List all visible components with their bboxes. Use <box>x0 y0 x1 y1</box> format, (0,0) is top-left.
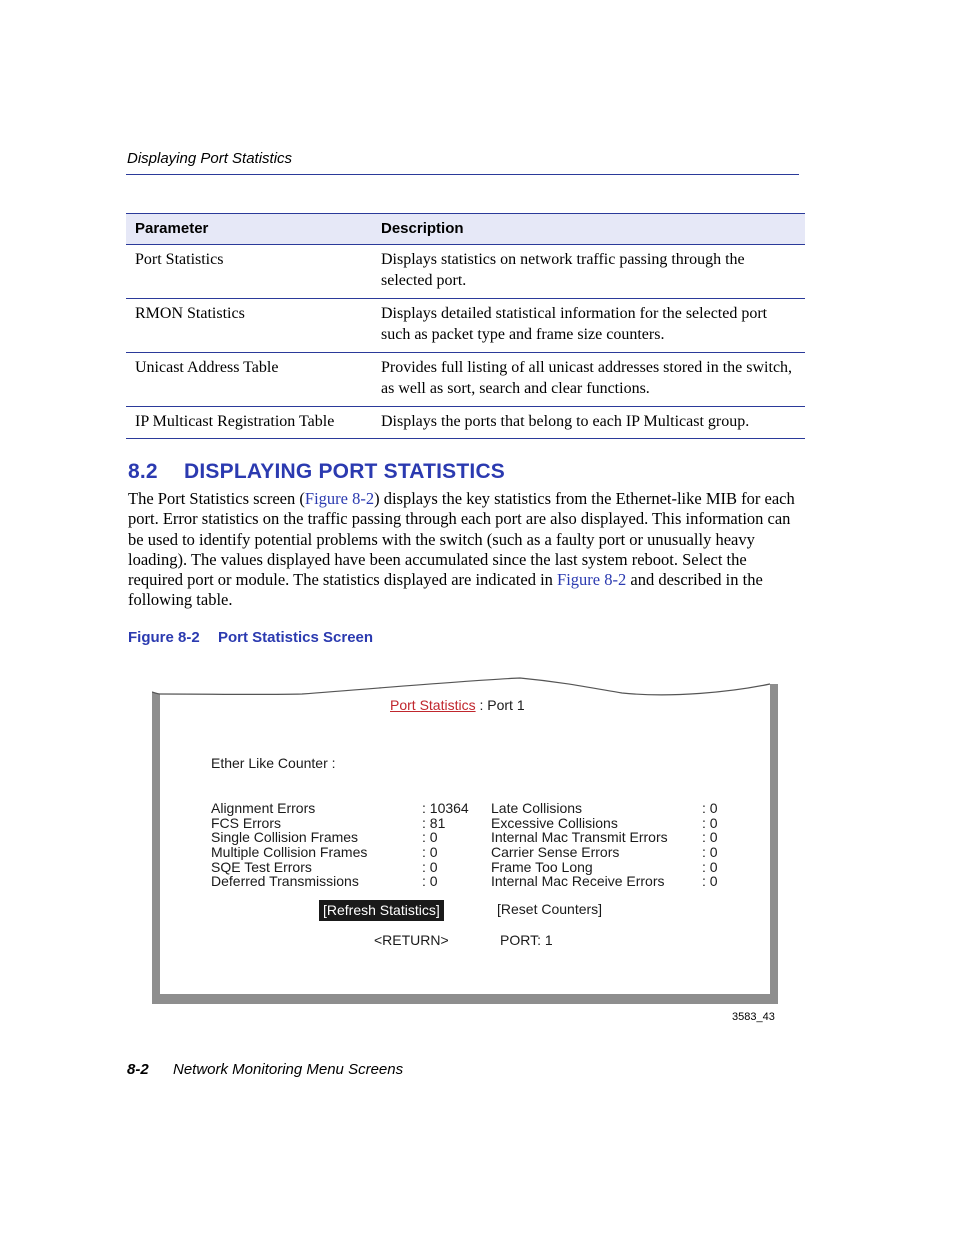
paragraph-text: ) displays the key statistics from the Ethernet-like MIB for each port. Error statistics on the traffic passing through each port are also displayed. This information can be used to identify potential problems with the switch (such as a faulty port or unusually heavy loading). The values displayed have been accumulated since the last system reboot. Select the required port or module. The statistics displayed are indicated in <box>128 489 795 590</box>
table-header-row <box>126 214 805 245</box>
description-cell: Displays the ports that belong to each IP Multicast group. <box>372 407 805 439</box>
left-labels-column <box>211 801 367 889</box>
section-title: DISPLAYING PORT STATISTICS <box>184 460 506 483</box>
port-statistics-screen <box>152 676 778 1006</box>
parameter-cell: Unicast Address Table <box>126 353 372 407</box>
stat-label: Late Collisions <box>491 800 583 816</box>
stat-value: : 0 <box>702 814 718 831</box>
column-header-description: Description <box>372 214 805 245</box>
stat-value: : 81 <box>422 814 446 831</box>
stat-label: FCS Errors <box>211 814 281 831</box>
page-footer <box>127 1061 403 1078</box>
description-cell: Provides full listing of all unicast addresses stored in the switch, as well as sort, search and clear functions. <box>372 353 805 407</box>
parameter-cell: RMON Statistics <box>126 299 372 353</box>
refresh-statistics-button[interactable]: [Refresh Statistics] <box>319 900 444 921</box>
right-labels-column <box>491 801 668 889</box>
stat-label: Deferred Transmissions <box>211 873 359 890</box>
figure-art-id: 3583_43 <box>732 1011 775 1023</box>
screen-title <box>390 698 525 713</box>
footer-title: Network Monitoring Menu Screens <box>173 1061 404 1078</box>
stat-label: Multiple Collision Frames <box>211 844 368 861</box>
page-number: 8-2 <box>127 1061 149 1078</box>
stat-label: Internal Mac Receive Errors <box>491 873 665 890</box>
stat-value: : 0 <box>422 858 438 875</box>
port-statistics-title: Port Statistics <box>390 697 476 713</box>
stat-value: : 0 <box>702 858 718 875</box>
ether-like-counter-label: Ether Like Counter : <box>211 755 336 771</box>
running-header: Displaying Port Statistics <box>127 150 293 167</box>
stat-value: : 0 <box>422 844 438 861</box>
table-row <box>126 353 805 407</box>
stat-label: Excessive Collisions <box>491 814 618 831</box>
stat-label: Internal Mac Transmit Errors <box>491 829 668 846</box>
reset-counters-button[interactable]: [Reset Counters] <box>497 901 603 917</box>
stat-value: : 0 <box>702 800 718 816</box>
parameter-cell: IP Multicast Registration Table <box>126 407 372 439</box>
stat-value: : 0 <box>422 873 438 890</box>
right-values-column <box>702 801 718 889</box>
paragraph-text: and described in the following table. <box>128 570 763 610</box>
stat-value: : 0 <box>422 829 438 846</box>
port-label: : Port 1 <box>479 697 525 713</box>
return-button[interactable]: <RETURN> <box>374 932 449 948</box>
description-cell: Displays detailed statistical information for the selected port such as packet type and frame size counters. <box>372 299 805 353</box>
stat-label: SQE Test Errors <box>211 858 312 875</box>
figure-title: Port Statistics Screen <box>218 629 374 646</box>
parameter-cell: Port Statistics <box>126 245 372 299</box>
column-header-parameter: Parameter <box>126 214 372 245</box>
table-row <box>126 407 805 439</box>
stat-label: Carrier Sense Errors <box>491 844 620 861</box>
stat-label: Single Collision Frames <box>211 829 359 846</box>
stat-value: : 0 <box>702 873 718 890</box>
figure-link[interactable]: Figure 8-2 <box>304 489 375 508</box>
stat-label: Frame Too Long <box>491 858 593 875</box>
paragraph-text: The Port Statistics screen ( <box>128 489 305 508</box>
port-field[interactable]: PORT: 1 <box>500 932 553 948</box>
parameter-table <box>126 213 805 439</box>
header-rule <box>126 174 799 175</box>
table-row <box>126 245 805 299</box>
stat-value: : 0 <box>702 844 718 861</box>
figure-label: Figure 8-2 <box>128 629 200 646</box>
section-heading <box>128 460 505 484</box>
body-paragraph <box>128 489 800 611</box>
stat-value: : 10364 <box>422 800 469 816</box>
figure-link[interactable]: Figure 8-2 <box>557 570 627 590</box>
stat-value: : 0 <box>702 829 718 846</box>
stat-label: Alignment Errors <box>211 800 316 816</box>
left-values-column <box>422 801 469 889</box>
figure-caption <box>128 629 373 646</box>
description-cell: Displays statistics on network traffic passing through the selected port. <box>372 245 805 299</box>
table-row <box>126 299 805 353</box>
section-number: 8.2 <box>128 460 158 483</box>
